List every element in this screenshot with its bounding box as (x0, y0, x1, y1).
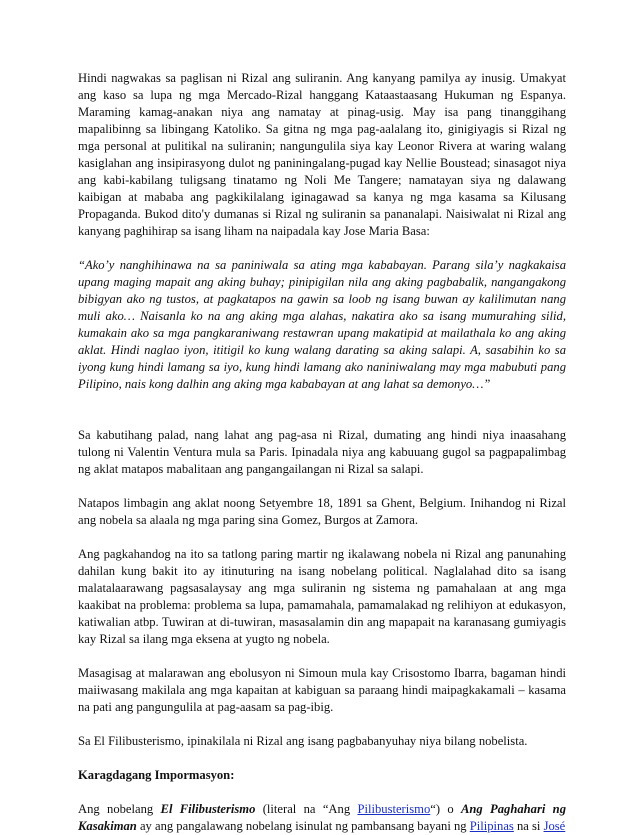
basa-letter-quote: “Ako’y nanghihinawa na sa paniniwala sa ating mga kababayan. Parang sila’y nagkakaisa upang maging mapait ang aking buhay; pinipigilan nila ang aking pagbabalik, nangangakong bibigyan ako ng tustos, at pagkatapos na gawin sa loob ng isang buwan ay kalilimutan nang muli ako… Naisanla ko na ang aking mga alahas, nakatira ako sa isang mumurahing silid, kumakain ako sa mga pangkaraniwang restawran upang makatipid at mailathala ko ang aking aklat. Hindi naglao iyon, ititigil ko kung walang darating sa aking salapi. A, sasabihin ko sa iyong kung hindi lamang sa iyo, kung hindi lamang ako naniniwalang may mga mabubuti pang Pilipino, nais kong dalhin ang aking mga kababayan at ang lahat sa demonyo…” (78, 258, 566, 391)
paragraph-dedication: Ang pagkahandog na ito sa tatlong paring martir ng ikalawang nobela ni Rizal ang panunahing dahilan kung bakit ito ay itinuturing na isang nobelang political. Naglalahad dito sa isang malatalaarawang pagsasalaysay ang mga suliranin ng sistema ng pamahalaan at ang mga kaakibat na problema: problema sa lupa, pamamahala, pamamalakad ng relihiyon at edukasyon, katiwalian atbp. Tuwiran at di-tuwiran, masasalamin din ang mapapait na karanasang gumiyagis kay Rizal sa ilang mga eksena at yugto ng nobela. (78, 547, 566, 646)
pilibusterismo-link[interactable]: Pilibusterismo (357, 802, 431, 816)
document-page (78, 70, 566, 835)
paragraph-printing: Natapos limbagin ang aklat noong Setyembre 18, 1891 sa Ghent, Belgium. Inihandog ni Rizal ang nobela sa alaala ng mga paring sina Gomez, Burgos at Zamora. (78, 496, 566, 527)
novel-alt-title: Ang Paghahari ng Kasakiman (78, 802, 566, 833)
text-segment: na si (513, 819, 544, 833)
text-segment: (literal na “Ang (255, 802, 358, 816)
paragraph-novelist: Sa El Filibusterismo, ipinakilala ni Rizal ang isang pagbabanyuhay niya bilang nobelista. (78, 734, 528, 748)
pilipinas-link[interactable]: Pilipinas (469, 819, 514, 833)
text-segment: Ang nobelang (78, 802, 161, 816)
paragraph-simoun: Masagisag at malarawan ang ebolusyon ni Simoun mula kay Crisostomo Ibarra, bagaman hindi maiiwasang makilala ang mga kapaitan at kabiguan sa paraang hindi maipagkakamali – kasama na pati ang pangungulila at pag-aasam sa pag-ibig. (78, 666, 566, 714)
paragraph-more-info (78, 801, 566, 835)
text-segment: ay ang pangalawang nobelang isinulat ng pambansang bayani ng (136, 819, 470, 833)
paragraph-ventura: Sa kabutihang palad, nang lahat ang pag-asa ni Rizal, dumating ang hindi niya inaasahang tulong ni Valentin Ventura mula sa Paris. Ipinadala niya ang kabuuang gugol sa pagpapalimbag ng aklat matapos mabalitaan ang pangangailangan ni Rizal sa salapi. (78, 428, 566, 476)
text-segment: “) o (430, 802, 462, 816)
jose-link[interactable]: José (543, 819, 566, 833)
section-heading: Karagdagang Impormasyon: (78, 768, 235, 782)
paragraph-intro: Hindi nagwakas sa paglisan ni Rizal ang suliranin. Ang kanyang pamilya ay inusig. Umakyat ang kaso sa lupa ng mga Mercado-Rizal hanggang Kataastaasang Hukuman ng Espanya. Maraming kamag-anakan niya ang namatay at pinag-usig. May isa pang tinanggihang mapalibinng sa libingang Katoliko. Sa gitna ng mga pag-aalalang ito, ginigiyagis si Rizal ng mga personal at pulitikal na suliranin; nangungulila siya kay Leonor Rivera at waring walang kasiglahan ang insipirasyong dulot ng paniningalang-pugad kay Nellie Boustead; sinasagot niya ang kabi-kabilang tuligsang tinatamo ng Noli Me Tangere; namatayan siya ng dalawang kaibigan at mababa ang pagkikilalang iginagawad sa kanya ng mga kasama sa Kilusang Propaganda. Bukod dito'y dumanas si Rizal ng suliranin sa pananalapi. Naisiwalat ni Rizal ang kanyang paghihirap sa isang liham na naipadala kay Jose Maria Basa: (78, 71, 566, 238)
novel-title: El Filibusterismo (160, 802, 256, 816)
